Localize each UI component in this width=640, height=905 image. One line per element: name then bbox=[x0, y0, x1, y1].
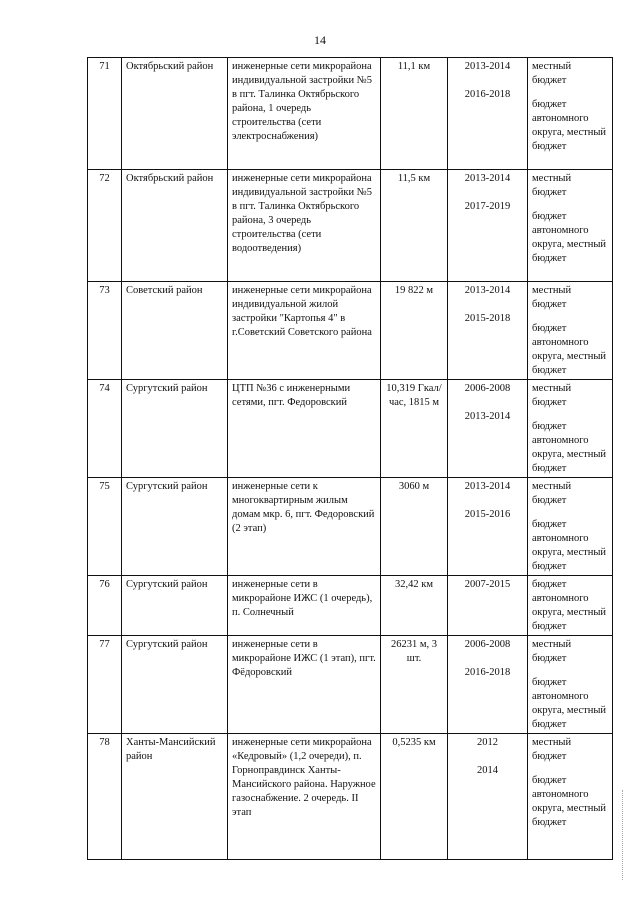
object-cell: инженерные сети в микрорайоне ИЖС (1 очередь), п. Солнечный bbox=[228, 576, 381, 636]
funding-first: местный бюджет bbox=[532, 383, 572, 408]
period-cell bbox=[448, 380, 528, 478]
period-cell bbox=[448, 576, 528, 636]
period-first: 2007-2015 bbox=[464, 579, 511, 590]
district-cell: Сургутский район bbox=[122, 636, 228, 734]
period-cell bbox=[448, 282, 528, 380]
funding-cell bbox=[528, 170, 613, 282]
period-first: 2012 bbox=[477, 737, 498, 748]
object-cell: инженерные сети микрорайона индивидуальной застройки №5 в пгт. Талинка Октябрьского района, 1 очередь строительства (сети электроснабжения) bbox=[228, 58, 381, 170]
length-cell: 11,5 км bbox=[381, 170, 448, 282]
funding-second: бюджет автономного округа, местный бюджет bbox=[532, 421, 607, 474]
period-second: 2013-2014 bbox=[464, 411, 511, 422]
funding-second: бюджет автономного округа, местный бюджет bbox=[532, 211, 607, 264]
page-number: 14 bbox=[314, 33, 326, 47]
funding-cell bbox=[528, 282, 613, 380]
funding-second: бюджет автономного округа, местный бюджет bbox=[532, 99, 607, 152]
funding-first: местный бюджет bbox=[532, 737, 572, 762]
object-cell: инженерные сети микрорайона индивидуальной жилой застройки "Картопья 4" в г.Советский Советского района bbox=[228, 282, 381, 380]
period-first: 2013-2014 bbox=[464, 61, 511, 72]
funding-first: местный бюджет bbox=[532, 639, 572, 664]
district-cell: Октябрьский район bbox=[122, 58, 228, 170]
table-row bbox=[88, 576, 613, 636]
period-first: 2006-2008 bbox=[464, 383, 511, 394]
funding-cell bbox=[528, 734, 613, 860]
district-cell: Октябрьский район bbox=[122, 170, 228, 282]
funding-first: местный бюджет bbox=[532, 285, 572, 310]
funding-first: местный бюджет bbox=[532, 61, 572, 86]
period-first: 2013-2014 bbox=[464, 481, 511, 492]
funding-second: бюджет автономного округа, местный бюджет bbox=[532, 775, 607, 828]
object-cell: ЦТП №36 с инженерными сетями, пгт. Федоровский bbox=[228, 380, 381, 478]
funding-second: бюджет автономного округа, местный бюджет bbox=[532, 519, 607, 572]
period-second: 2016-2018 bbox=[464, 89, 511, 100]
district-cell: Сургутский район bbox=[122, 576, 228, 636]
period-second: 2014 bbox=[477, 765, 498, 776]
length-cell: 3060 м bbox=[381, 478, 448, 576]
funding-first: местный бюджет bbox=[532, 481, 572, 506]
period-second: 2015-2016 bbox=[464, 509, 511, 520]
funding-cell bbox=[528, 478, 613, 576]
funding-cell bbox=[528, 576, 613, 636]
scan-edge-dots bbox=[622, 790, 627, 880]
length-cell: 11,1 км bbox=[381, 58, 448, 170]
funding-second: бюджет автономного округа, местный бюджет bbox=[532, 677, 607, 730]
period-cell bbox=[448, 478, 528, 576]
period-cell bbox=[448, 58, 528, 170]
district-cell: Сургутский район bbox=[122, 380, 228, 478]
table-row bbox=[88, 380, 613, 478]
table-row bbox=[88, 734, 613, 860]
row-number: 75 bbox=[88, 478, 122, 576]
table-row bbox=[88, 58, 613, 170]
district-cell: Советский район bbox=[122, 282, 228, 380]
period-first: 2013-2014 bbox=[464, 173, 511, 184]
length-cell: 10,319 Гкал/час, 1815 м bbox=[381, 380, 448, 478]
funding-cell bbox=[528, 58, 613, 170]
funding-second: бюджет автономного округа, местный бюджет bbox=[532, 323, 607, 376]
object-cell: инженерные сети в микрорайоне ИЖС (1 этап), пгт. Фёдоровский bbox=[228, 636, 381, 734]
row-number: 73 bbox=[88, 282, 122, 380]
period-first: 2013-2014 bbox=[464, 285, 511, 296]
table-row bbox=[88, 282, 613, 380]
row-number: 72 bbox=[88, 170, 122, 282]
period-cell bbox=[448, 734, 528, 860]
funding-first: бюджет автономного округа, местный бюджет bbox=[532, 579, 607, 632]
period-cell bbox=[448, 636, 528, 734]
district-cell: Сургутский район bbox=[122, 478, 228, 576]
length-cell: 0,5235 км bbox=[381, 734, 448, 860]
period-cell bbox=[448, 170, 528, 282]
district-cell: Ханты-Мансийский район bbox=[122, 734, 228, 860]
period-second: 2015-2018 bbox=[464, 313, 511, 324]
table-row bbox=[88, 478, 613, 576]
row-number: 71 bbox=[88, 58, 122, 170]
row-number: 77 bbox=[88, 636, 122, 734]
length-cell: 26231 м, 3 шт. bbox=[381, 636, 448, 734]
row-number: 74 bbox=[88, 380, 122, 478]
funding-cell bbox=[528, 380, 613, 478]
row-number: 76 bbox=[88, 576, 122, 636]
table-row bbox=[88, 170, 613, 282]
object-cell: инженерные сети к многоквартирным жилым домам мкр. 6, пгт. Федоровский (2 этап) bbox=[228, 478, 381, 576]
funding-first: местный бюджет bbox=[532, 173, 572, 198]
projects-table bbox=[87, 57, 613, 860]
length-cell: 32,42 км bbox=[381, 576, 448, 636]
object-cell: инженерные сети микрорайона индивидуальной застройки №5 в пгт. Талинка Октябрьского района, 3 очередь строительства (сети водоотведения) bbox=[228, 170, 381, 282]
object-cell: инженерные сети микрорайона «Кедровый» (1,2 очереди), п. Горноправдинск Ханты-Мансийского района. Наружное газоснабжение. 2 очередь. II этап bbox=[228, 734, 381, 860]
length-cell: 19 822 м bbox=[381, 282, 448, 380]
period-second: 2016-2018 bbox=[464, 667, 511, 678]
row-number: 78 bbox=[88, 734, 122, 860]
period-second: 2017-2019 bbox=[464, 201, 511, 212]
period-first: 2006-2008 bbox=[464, 639, 511, 650]
table-row bbox=[88, 636, 613, 734]
funding-cell bbox=[528, 636, 613, 734]
